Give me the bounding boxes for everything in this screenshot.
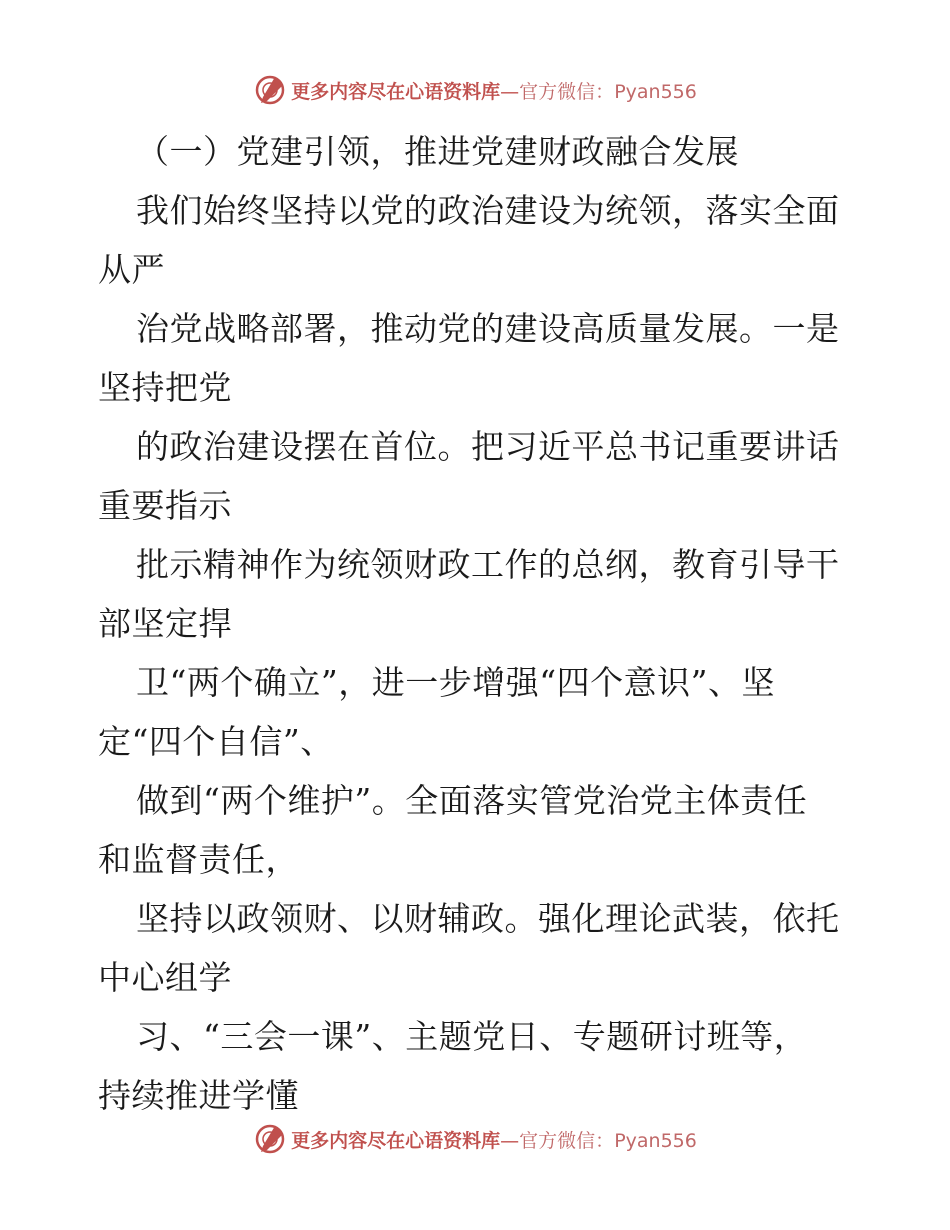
watermark-text bbox=[291, 77, 697, 104]
watermark-dash: — bbox=[500, 1129, 520, 1152]
paragraph-line: 和监督责任， bbox=[98, 840, 299, 879]
header-watermark bbox=[0, 70, 950, 110]
paragraph-line: 做到“两个维护”。全面落实管党治党主体责任 bbox=[136, 781, 808, 820]
paragraph-line: 定“四个自信”、 bbox=[98, 722, 334, 761]
watermark-site: 更多内容尽在心语资料库 bbox=[291, 80, 501, 103]
watermark-wechat: 官方微信： bbox=[519, 1129, 615, 1152]
paragraph-line: 重要指示 bbox=[98, 486, 232, 525]
watermark-dash: — bbox=[500, 80, 520, 103]
watermark-text bbox=[291, 1126, 697, 1153]
paragraph-line: 批示精神作为统领财政工作的总纲，教育引导干 bbox=[136, 545, 840, 584]
watermark-account: Pyan556 bbox=[614, 80, 697, 103]
watermark-account: Pyan556 bbox=[614, 1129, 697, 1152]
paragraph-line: 中心组学 bbox=[98, 958, 232, 997]
section-heading: （一）党建引领，推进党建财政融合发展 bbox=[136, 132, 739, 171]
pen-logo-icon bbox=[253, 1122, 287, 1156]
paragraph-line: 部坚定捍 bbox=[98, 604, 232, 643]
paragraph-line: 从严 bbox=[98, 250, 165, 289]
paragraph-line: 习、“三会一课”、主题党日、专题研讨班等， bbox=[136, 1017, 808, 1056]
watermark-wechat: 官方微信： bbox=[519, 80, 615, 103]
paragraph-line: 坚持把党 bbox=[98, 368, 232, 407]
paragraph-line: 持续推进学懂 bbox=[98, 1076, 299, 1115]
paragraph-line: 卫“两个确立”，进一步增强“四个意识”、坚 bbox=[136, 663, 775, 702]
paragraph-line: 治党战略部署，推动党的建设高质量发展。一是 bbox=[136, 309, 840, 348]
watermark-site: 更多内容尽在心语资料库 bbox=[291, 1129, 501, 1152]
paragraph-line: 坚持以政领财、以财辅政。强化理论武装，依托 bbox=[136, 899, 840, 938]
pen-logo-icon bbox=[253, 73, 287, 107]
paragraph-line: 的政治建设摆在首位。把习近平总书记重要讲话 bbox=[136, 427, 840, 466]
paragraph-line: 我们始终坚持以党的政治建设为统领，落实全面 bbox=[136, 191, 840, 230]
document-body bbox=[98, 122, 858, 1125]
footer-watermark bbox=[0, 1119, 950, 1159]
